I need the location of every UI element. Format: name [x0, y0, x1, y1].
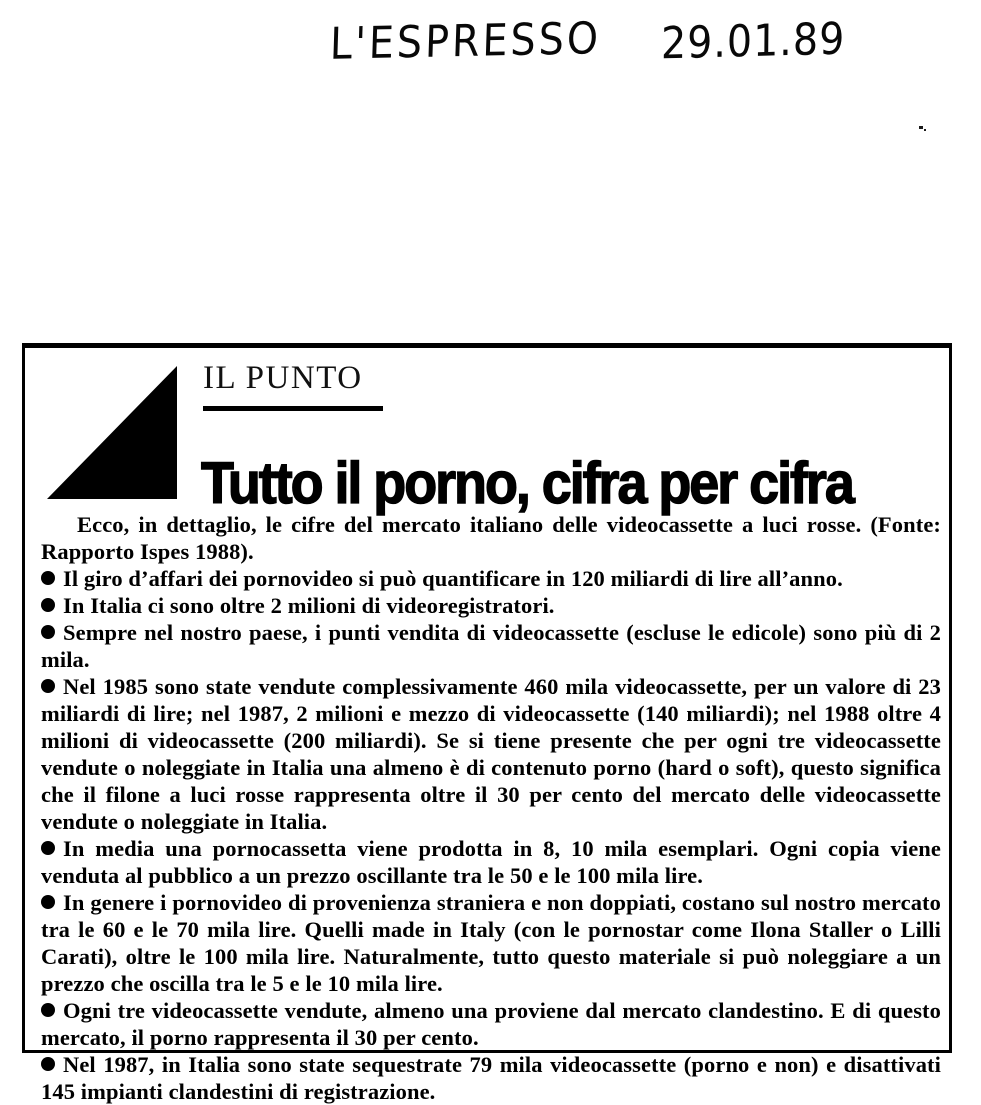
lead-paragraph — [41, 511, 941, 565]
paragraph-text: Ecco, in dettaglio, le cifre del mercato italiano delle videocassette a luci rosse. (Fonte: Rapporto Ispes 1988). — [41, 512, 941, 564]
paragraph-text: Il giro d’affari dei pornovideo si può quantificare in 120 miliardi di lire all’anno. — [63, 566, 843, 591]
bullet-item — [41, 997, 941, 1051]
bullet-item — [41, 673, 941, 835]
section-kicker: IL PUNTO — [203, 360, 363, 396]
bullet-icon — [41, 1003, 55, 1017]
handwritten-date: 29.01.89 — [660, 13, 846, 70]
article-headline: Tutto il porno, cifra per cifra — [201, 450, 853, 516]
paragraph-text: Sempre nel nostro paese, i punti vendita di videocassette (escluse le edicole) sono più di 2 mila. — [41, 620, 941, 672]
bullet-icon — [41, 895, 55, 909]
handwritten-annotation — [329, 13, 950, 100]
bullet-icon — [41, 625, 55, 639]
bullet-icon — [41, 1057, 55, 1071]
paragraph-text: Nel 1985 sono state vendute complessivamente 460 mila videocassette, per un valore di 23 miliardi di lire; nel 1987, 2 milioni e mezzo di videocassette (140 miliardi); nel 1988 oltre 4 milioni di videocassette (200 miliardi). Se si tiene presente che per ogni tre videocassette vendute o noleggiate in Italia una almeno è di contenuto porno (hard o soft), questo significa che il filone a luci rosse rappresenta oltre il 30 per cento del mercato delle videocassette vendute o noleggiate in Italia. — [41, 674, 941, 834]
bullet-icon — [41, 841, 55, 855]
paragraph-text: Nel 1987, in Italia sono state sequestrate 79 mila videocassette (porno e non) e disattivati 145 impianti clandestini di registrazione. — [41, 1052, 941, 1104]
paragraph-text: In genere i pornovideo di provenienza straniera e non doppiati, costano sul nostro mercato tra le 60 e le 70 mila lire. Quelli made in Italy (con le pornostar come Ilona Staller o Lilli Carati), oltre le 100 mila lire. Naturalmente, tutto questo materiale si può noleggiare a un prezzo che oscilla tra le 5 e le 10 mila lire. — [41, 890, 941, 996]
handwritten-publication-name: L'ESPRESSO — [329, 13, 602, 70]
clipping-content — [25, 348, 949, 1104]
bullet-item — [41, 565, 941, 592]
triangle-icon — [47, 366, 177, 499]
paragraph-text: In Italia ci sono oltre 2 milioni di videoregistratori. — [63, 593, 555, 618]
newspaper-clipping — [22, 343, 952, 1104]
kicker-rule — [203, 406, 383, 411]
article-body — [41, 511, 941, 1105]
bullet-item — [41, 835, 941, 889]
bullet-item — [41, 1051, 941, 1105]
paragraph-text: In media una pornocassetta viene prodotta in 8, 10 mila esemplari. Ogni copia viene venduta al pubblico a un prezzo oscillante tra le 50 e le 100 mila lire. — [41, 836, 941, 888]
scan-speckle — [919, 126, 923, 129]
bullet-icon — [41, 598, 55, 612]
bullet-item — [41, 889, 941, 997]
article-masthead — [25, 348, 949, 516]
paragraph-text: Ogni tre videocassette vendute, almeno una proviene dal mercato clandestino. E di questo mercato, il porno rappresenta il 30 per cento. — [41, 998, 941, 1050]
scan-speckle — [924, 129, 926, 131]
bullet-icon — [41, 679, 55, 693]
bullet-item — [41, 592, 941, 619]
bullet-icon — [41, 571, 55, 585]
bullet-item — [41, 619, 941, 673]
